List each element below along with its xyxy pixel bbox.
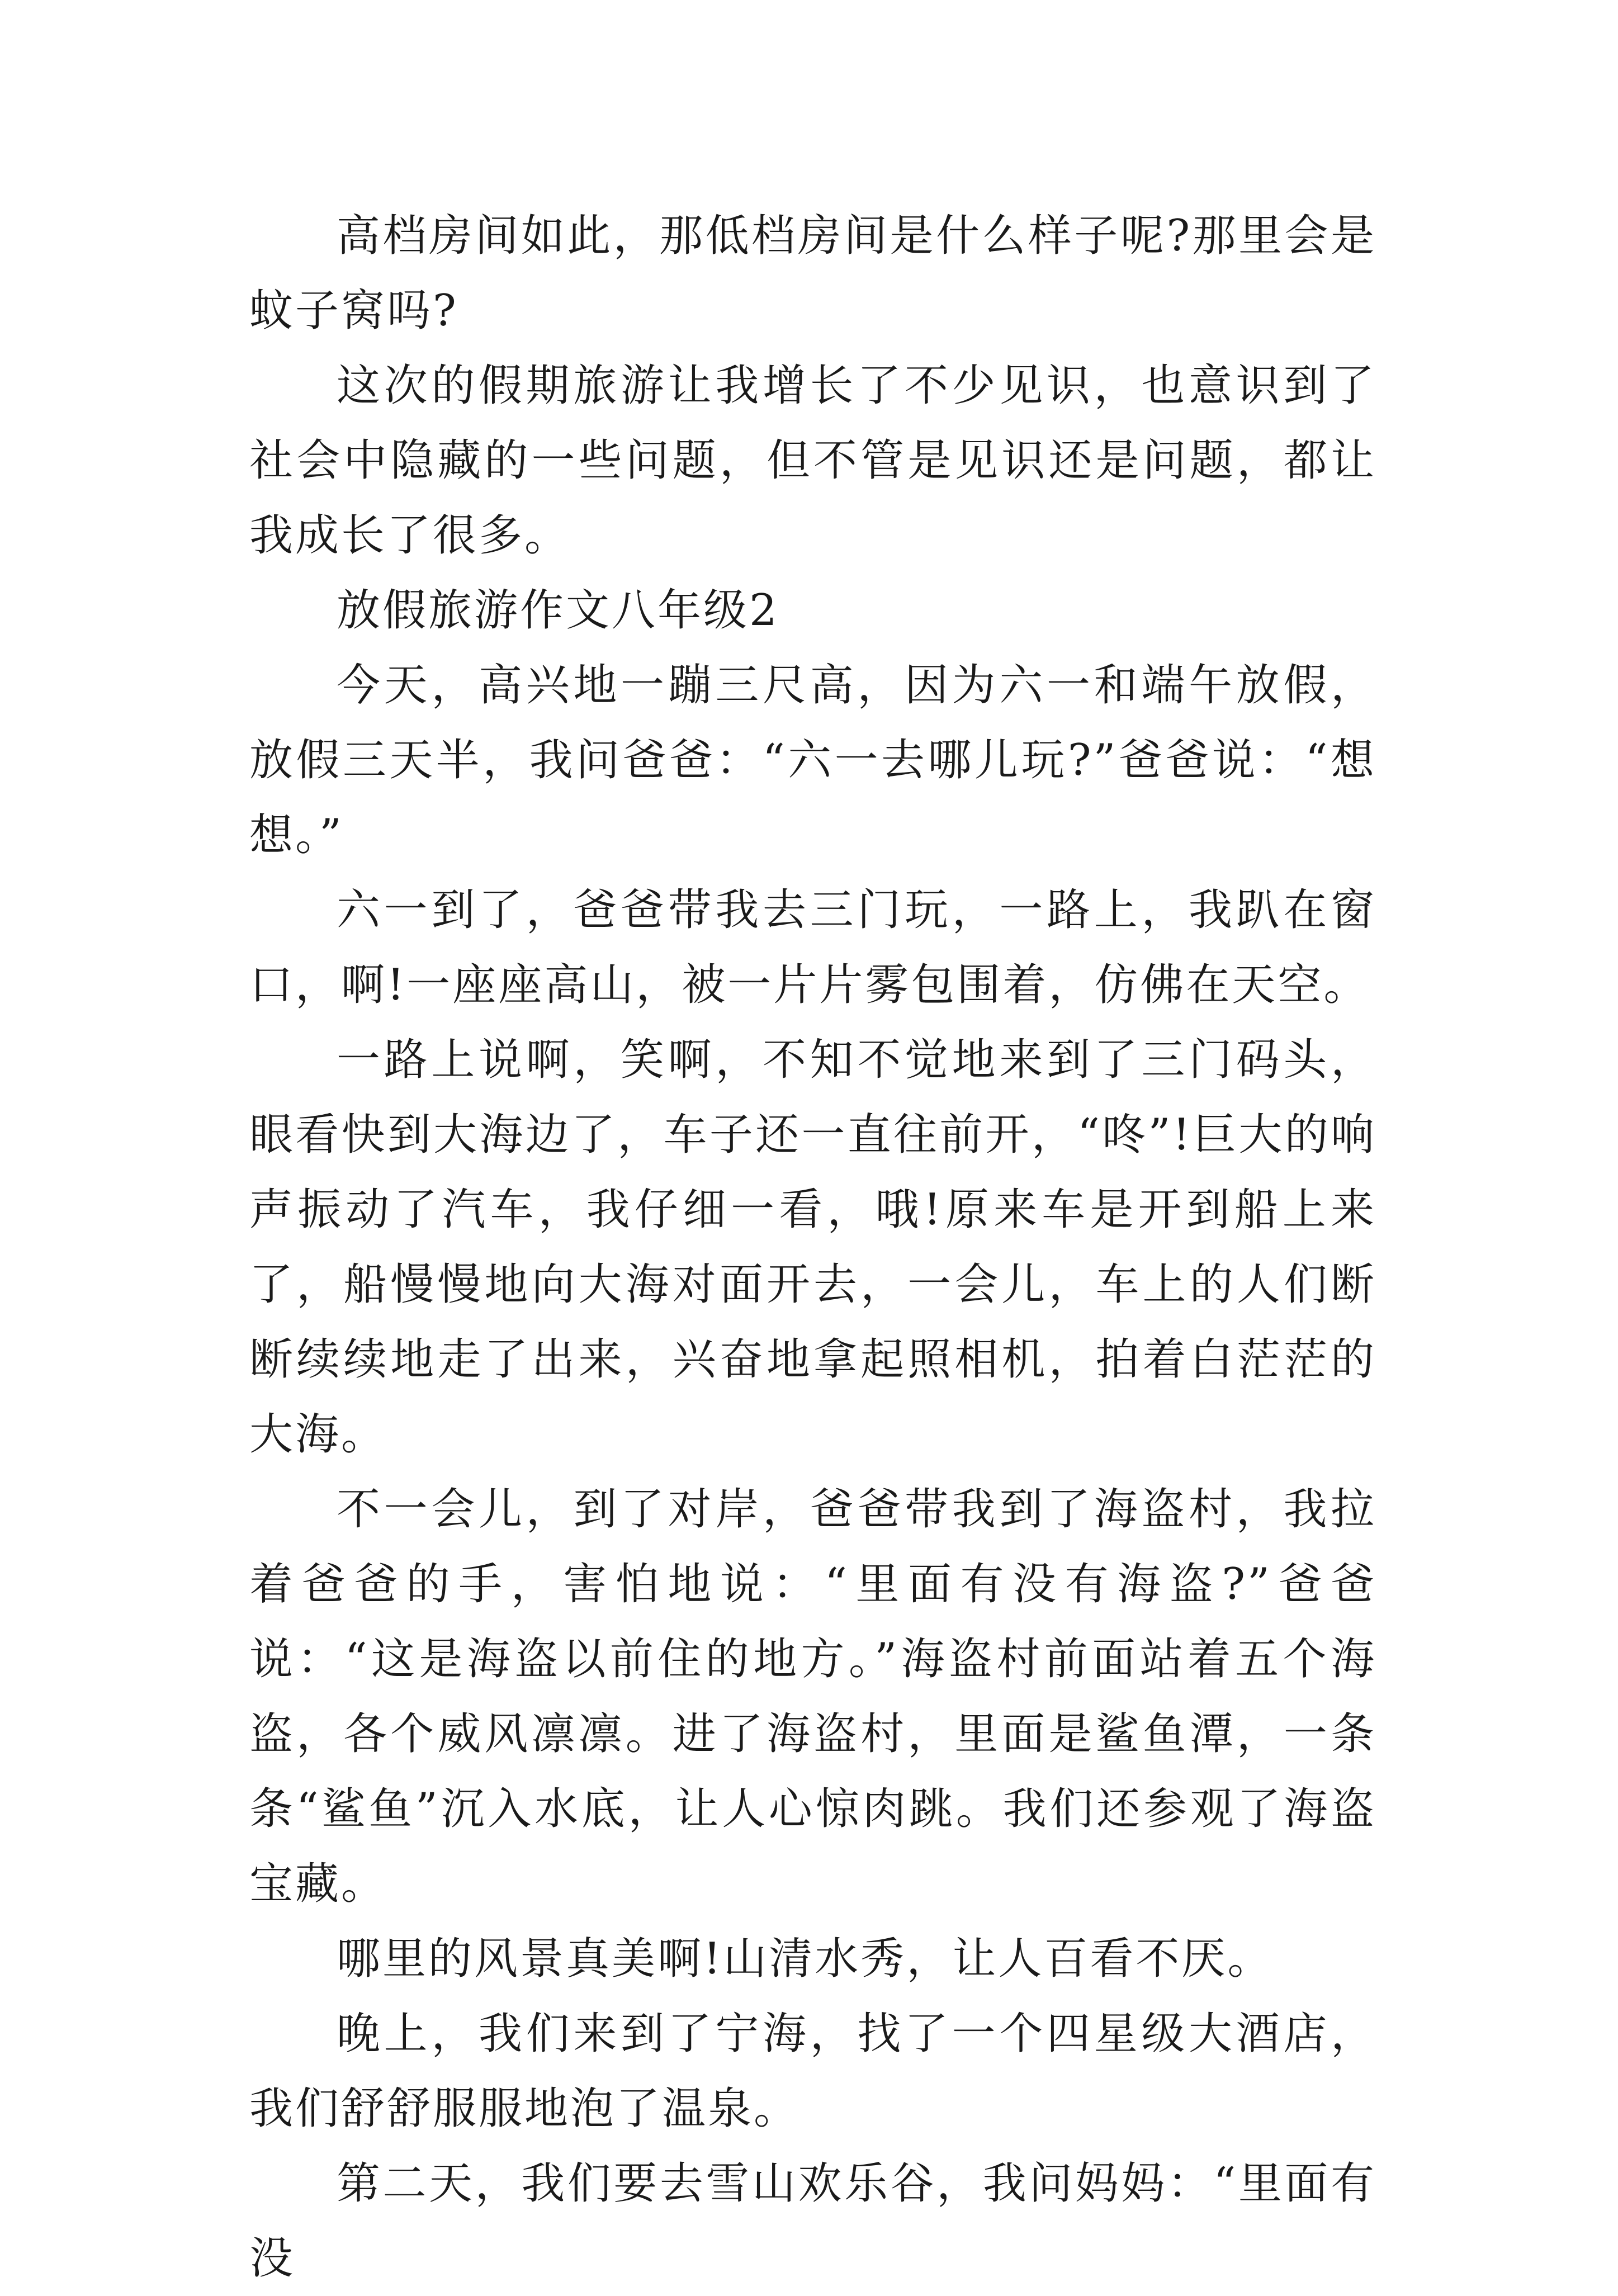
paragraph-pirate-village: 不一会儿，到了对岸，爸爸带我到了海盗村，我拉着爸爸的手，害怕地说：“里面有没有海盗?”爸爸说：“这是海盗以前住的地方。”海盗村前面站着五个海盗，各个威风凛凛。进了海盗村，里面是鲨鱼潭，一条条“鲨鱼”沉入水底，让人心惊肉跳。我们还参观了海盗宝藏。 xyxy=(249,1484,1376,1909)
paragraph-second-day: 第二天，我们要去雪山欢乐谷，我问妈妈：“里面有没 xyxy=(249,2158,1376,2284)
paragraph-ferry: 一路上说啊，笑啊，不知不觉地来到了三门码头，眼看快到大海边了，车子还一直往前开，“咚”!巨大的响声振动了汽车，我仔细一看，哦!原来车是开到船上来了，船慢慢地向大海对面开去，一会儿，车上的人们断断续续地走了出来，兴奋地拿起照相机，拍着白茫茫的大海。 xyxy=(249,1035,1376,1460)
paragraph-scenery: 哪里的风景真美啊!山清水秀，让人百看不厌。 xyxy=(337,1934,1274,1984)
document-body xyxy=(249,198,1376,2296)
paragraph-road-to-sanmen: 六一到了，爸爸带我去三门玩，一路上，我趴在窗口，啊!一座座高山，被一片片雾包围着，仿佛在天空。 xyxy=(249,885,1376,1010)
essay-title: 放假旅游作文八年级2 xyxy=(337,585,779,636)
paragraph-high-grade-room: 高档房间如此，那低档房间是什么样子呢?那里会是蚊子窝吗? xyxy=(249,211,1376,336)
paragraph-trip-reflection: 这次的假期旅游让我增长了不少见识，也意识到了社会中隐藏的一些问题，但不管是见识还是问题，都让我成长了很多。 xyxy=(249,361,1376,561)
paragraph-holiday-plan: 今天，高兴地一蹦三尺高，因为六一和端午放假，放假三天半，我问爸爸：“六一去哪儿玩?”爸爸说：“想想。” xyxy=(249,660,1376,860)
paragraph-hot-spring: 晚上，我们来到了宁海，找了一个四星级大酒店，我们舒舒服服地泡了温泉。 xyxy=(249,2009,1376,2134)
